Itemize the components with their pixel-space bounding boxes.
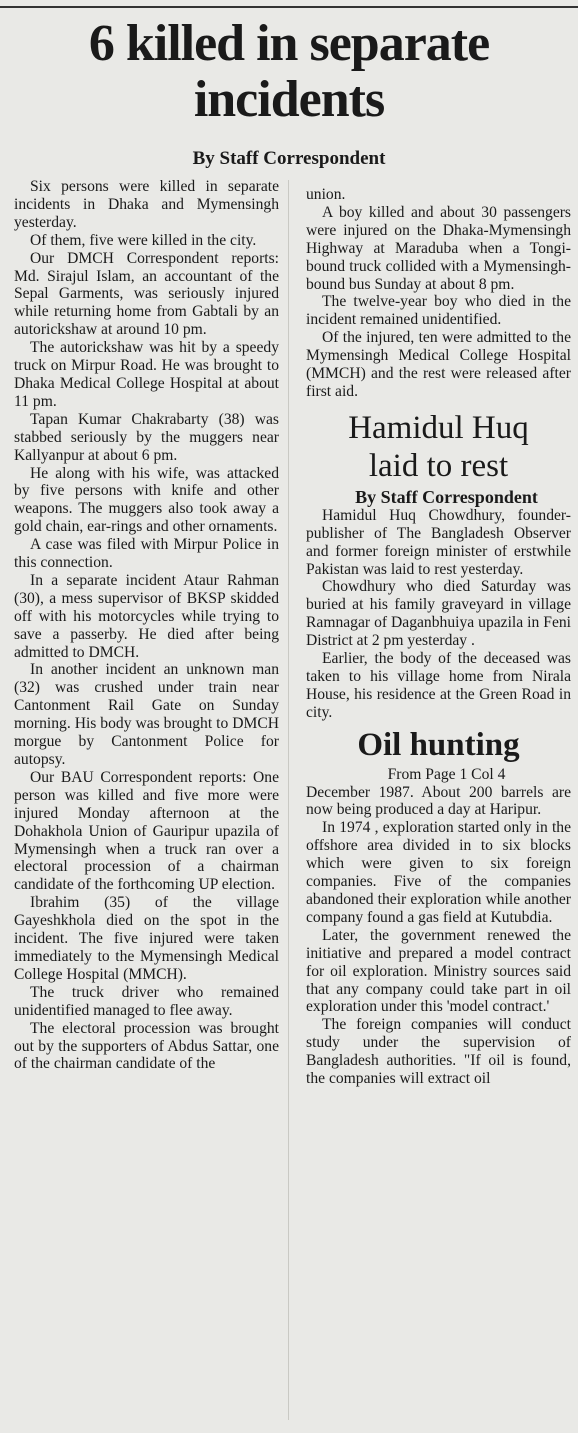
article3-headline: Oil hunting [357,726,520,763]
article1-headline-line1: 6 killed in separate [88,15,490,72]
paragraph: A case was filed with Mirpur Police in this connection. [14,536,279,572]
paragraph: Hamidul Huq Chowdhury, founder-publisher of The Bangladesh Observer and former foreign minister of erstwhile Pakistan was laid to rest yesterday. [306,506,571,578]
right-column [306,186,571,1088]
article2-headline-line1: Hamidul Huq [348,409,529,446]
paragraph: In 1974 , exploration started only in the offshore area divided in to six blocks which were given to six foreign companies. Five of the companies abandoned their exploration while another company found a gas field at Kutubdia. [306,819,571,926]
paragraph: Six persons were killed in separate incidents in Dhaka and Mymensingh yesterday. [14,178,279,231]
paragraph: The foreign companies will conduct study under the supervision of Bangladesh authorities. "If oil is found, the companies will extract oil [306,1016,571,1088]
paragraph: The twelve-year boy who died in the incident remained unidentified. [306,293,571,329]
paragraph: Ibrahim (35) of the village Gayeshkhola died on the spot in the incident. The five injured were taken immediately to the Mymensingh Medical College Hospital (MMCH). [14,894,279,983]
left-column [14,178,279,1073]
paragraph: Later, the government renewed the initiative and prepared a model contract for oil exploration. Ministry sources said that any company could take part in oil exploration under this 'model contract.' [306,926,571,1016]
paragraph: A boy killed and about 30 passengers were injured on the Dhaka-Mymensingh Highway at Maraduba when a Tongi-bound truck collided with a Mymensingh-bound bus Sunday at about 8 pm. [306,203,571,293]
article1-headline [0,16,578,128]
paragraph: The truck driver who remained unidentified managed to flee away. [14,983,279,1019]
paragraph: Of them, five were killed in the city. [30,231,257,249]
article2-headline [306,409,571,485]
article1-headline-line2: incidents [193,71,385,128]
paragraph: December 1987. About 200 barrels are now being produced a day at Haripur. [306,783,571,819]
paragraph: union. [306,186,346,203]
paragraph: Chowdhury who died Saturday was buried at his family graveyard in village Ramnagar of Daganbhuiya upazila in Feni District at 2 pm yesterday . [306,578,571,650]
paragraph: The electoral procession was brought out by the supporters of Abdus Sattar, one of the chairman candidate of the [14,1019,279,1073]
paragraph: Our DMCH Correspondent reports: Md. Sirajul Islam, an accountant of the Sepal Garments, was seriously injured while returning home from Gabtali by an autorickshaw at around 10 pm. [14,249,279,339]
paragraph: In a separate incident Ataur Rahman (30), a mess supervisor of BKSP skidded off with his motorcycles while trying to save a passerby. He died after being admitted to DMCH. [14,571,279,661]
paragraph: The autorickshaw was hit by a speedy truck on Mirpur Road. He was brought to Dhaka Medical College Hospital at about 11 pm. [14,339,279,410]
article2-byline: By Staff Correspondent [355,486,538,507]
paragraph: He along with his wife, was attacked by five persons with knife and other weapons. The muggers also took away a gold chain, ear-rings and other ornaments. [14,464,279,536]
paragraph: Earlier, the body of the deceased was taken to his village home from Nirala House, his residence at the Green Road in city. [306,650,571,721]
article1-byline: By Staff Correspondent [192,148,386,169]
paragraph: Tapan Kumar Chakrabarty (38) was stabbed seriously by the muggers near Kallyanpur at about 6 pm. [14,410,279,464]
paragraph: In another incident an unknown man (32) was crushed under train near Cantonment Rail Gate on Sunday morning. His body was brought to DMCH morgue by Cantonment Police for autopsy. [14,661,279,768]
article3-continuation-note: From Page 1 Col 4 [387,765,506,783]
top-rule [0,6,578,8]
paragraph: Of the injured, ten were admitted to the Mymensingh Medical College Hospital (MMCH) and the rest were released after first aid. [306,329,571,400]
paragraph: Our BAU Correspondent reports: One person was killed and five more were injured Monday afternoon at the Dohakhola Union of Gauripur upazila of Mymensingh when a truck ran over a electoral procession of a chairman candidate of the forthcoming UP election. [14,768,279,894]
column-divider [288,180,289,1420]
article2-headline-line2: laid to rest [368,447,509,484]
